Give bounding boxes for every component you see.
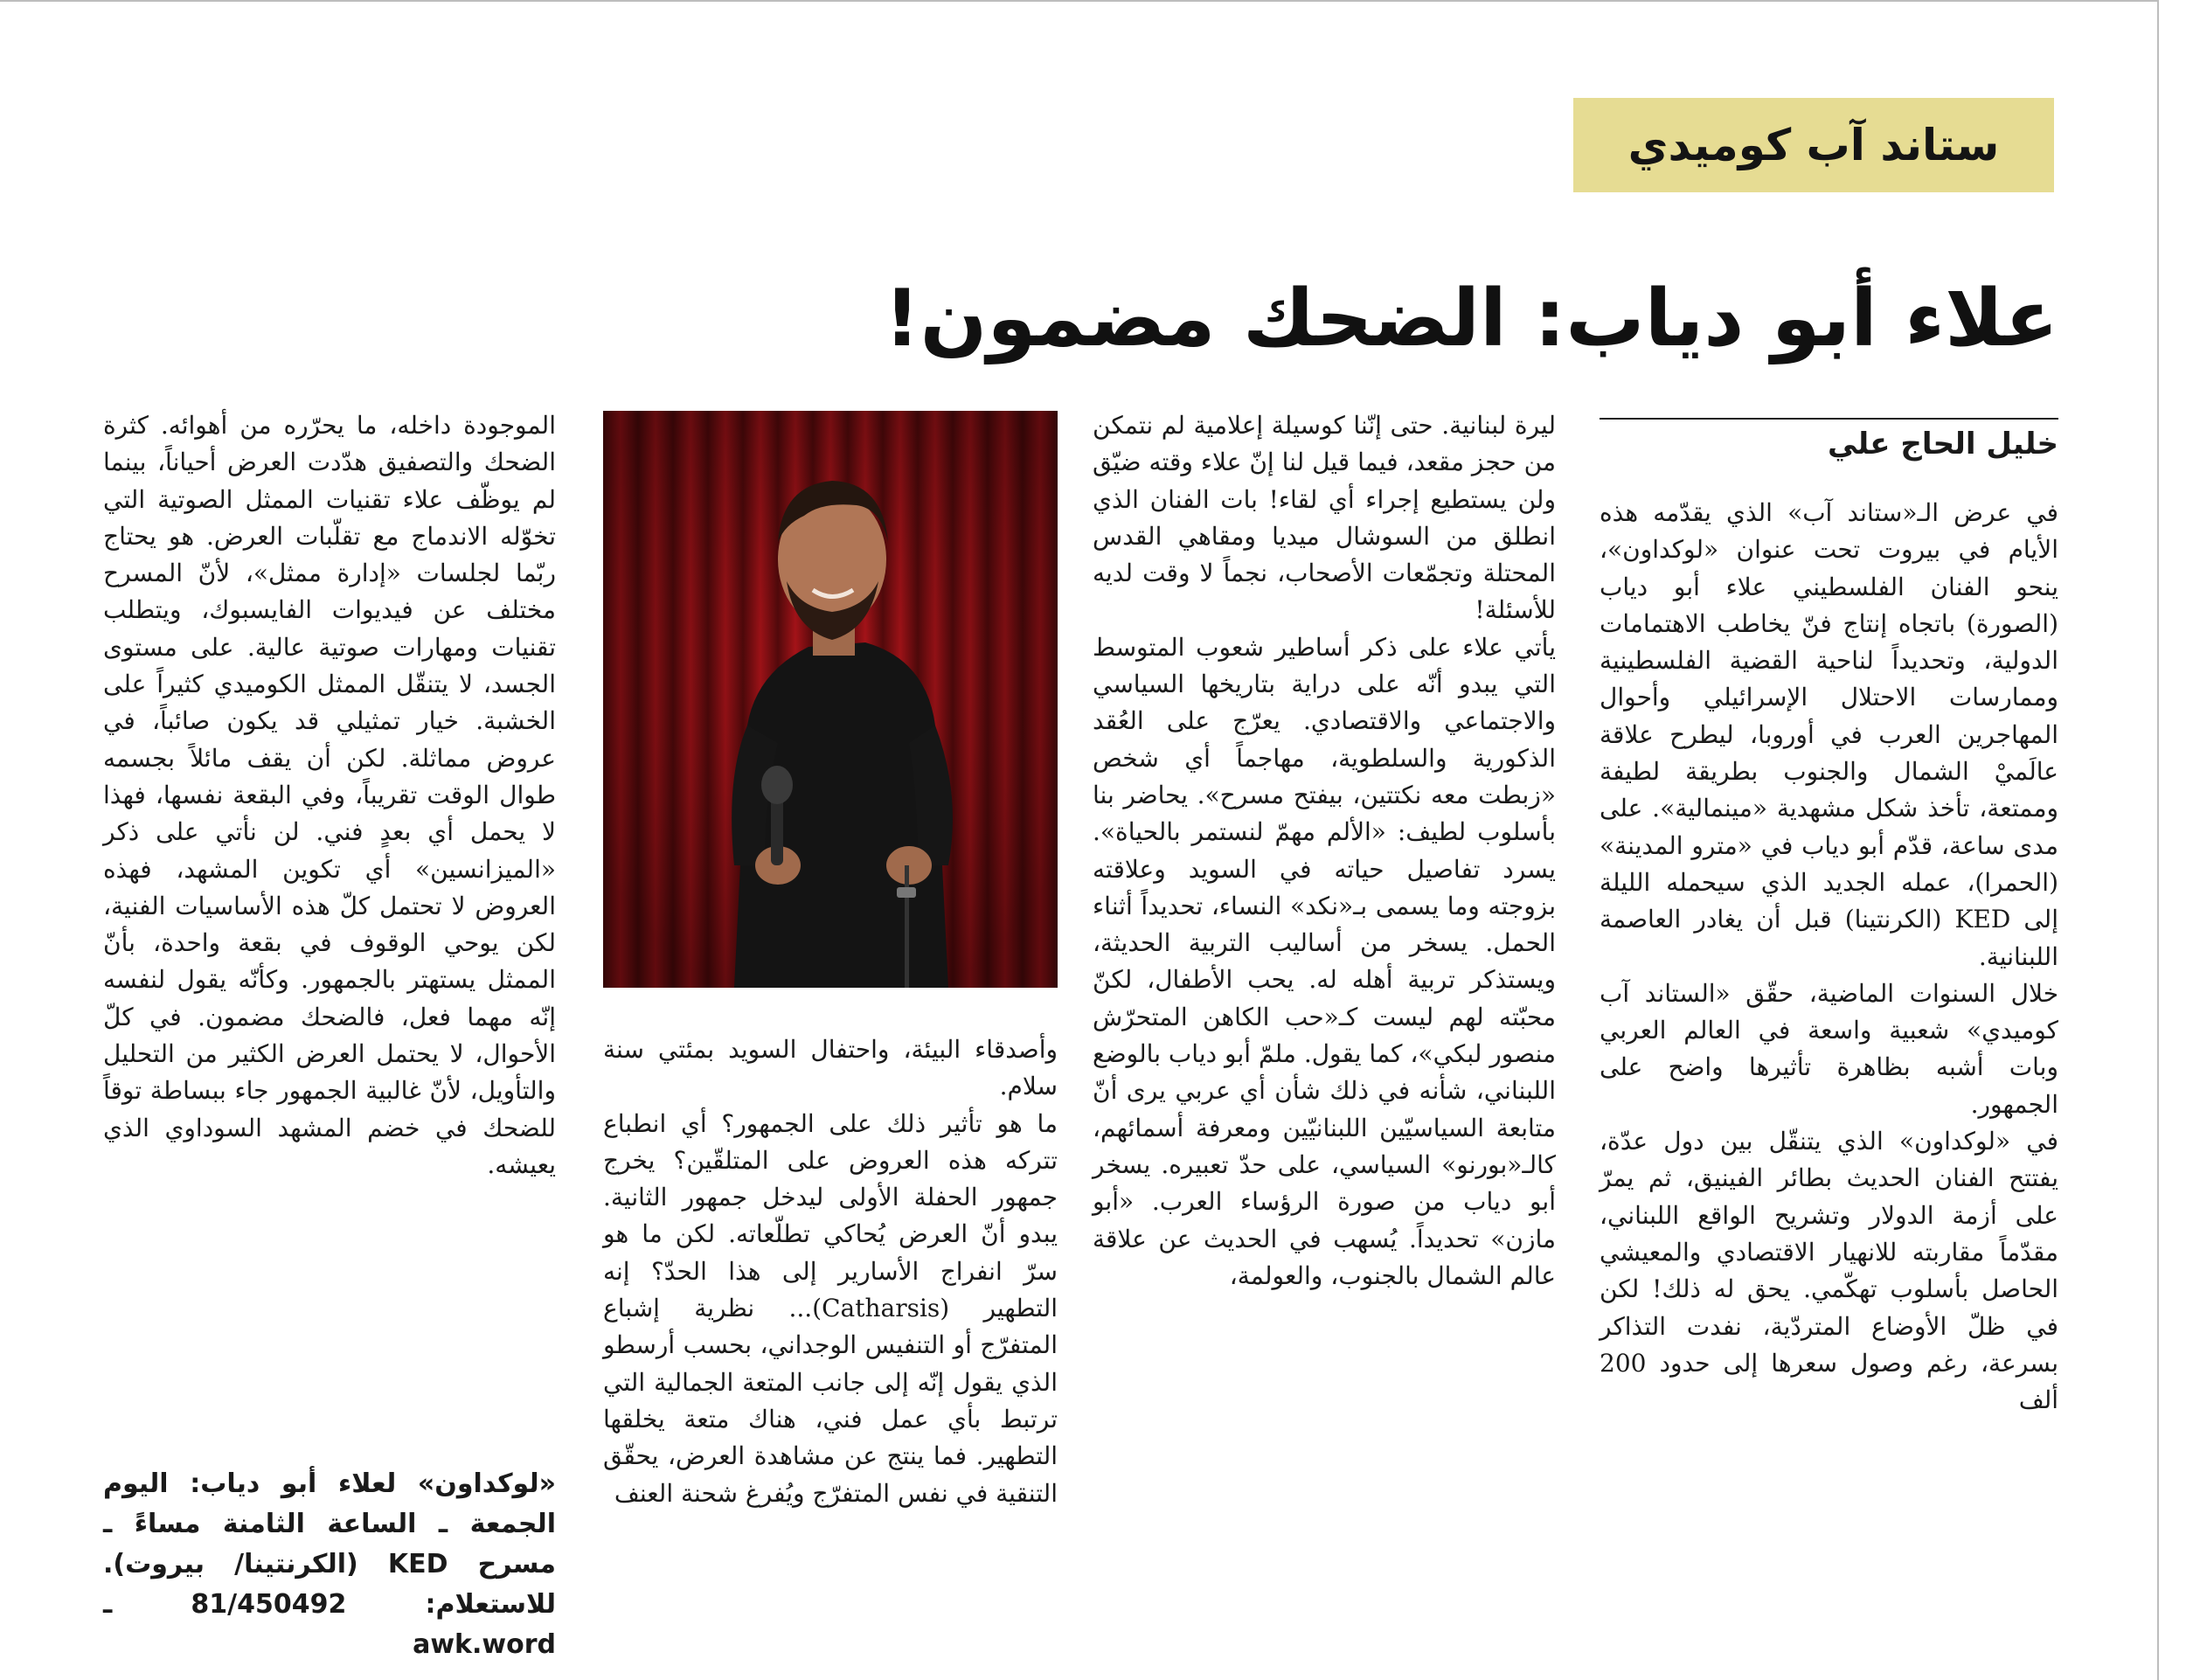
article-column-3 <box>603 1031 1058 1635</box>
section-label-text: ستاند آب كوميدي <box>1627 120 2000 170</box>
performer-photo <box>603 411 1058 988</box>
event-info: «لوكداون» لعلاء أبو دياب: اليوم الجمعة ـ الساعة الثامنة مساءً ـ مسرح KED (الكرنتينا/ بيروت). للاستعلام: 81/450492 ـ awk.word <box>103 1468 556 1660</box>
article-column-2 <box>1093 407 1556 1631</box>
paragraph: وأصدقاء البيئة، واحتفال السويد بمئتي سنة سلام. <box>603 1035 1058 1101</box>
page-border-right <box>2157 0 2159 1680</box>
article-column-4 <box>103 407 556 1439</box>
paragraph: في «لوكداون» الذي يتنقّل بين دول عدّة، يفتتح الفنان الحديث بطائر الفينيق، ثم يمرّ على أزمة الدولار وتشريح الواقع اللبناني، مقدّماً مقاربته للانهيار الاقتصادي والمعيشي الحاصل بأسلوب تهكّمي. يحق له ذلك! لكن في ظلّ الأوضاع المتردّية، نفدت التذاكر بسرعة، رغم وصول سعرها إلى حدود 200 ألف <box>1600 1127 2058 1415</box>
paragraph: ما هو تأثير ذلك على الجمهور؟ أي انطباع تتركه هذه العروض على المتلقّين؟ يخرج جمهور الحفلة الأولى ليدخل جمهور الثانية. يبدو أنّ العرض يُحاكي تطلّعاته. لكن ما هو سرّ انفراج الأسارير إلى هذا الحدّ؟ إنه التطهير (Catharsis)... نظرية إشباع المتفرّج أو التنفيس الوجداني، بحسب أرسطو الذي يقول إنّه إلى جانب المتعة الجمالية التي ترتبط بأي عمل فني، هناك متعة يخلقها التطهير. فما ينتج عن مشاهدة العرض، يحقّق التنقية في نفس المتفرّج ويُفرغ شحنة العنف <box>603 1108 1058 1508</box>
byline: خليل الحاج علي <box>1828 427 2058 462</box>
section-label <box>1573 98 2054 192</box>
article-column-1 <box>1600 495 2058 1631</box>
byline-rule <box>1600 418 2058 420</box>
paragraph: الموجودة داخله، ما يحرّره من أهوائه. كثرة الضحك والتصفيق هدّدت العرض أحياناً، بينما لم يوظّف علاء تقنيات الممثل الصوتية التي تخوّله الاندماج مع تقلّبات العرض. هو يحتاج ربّما لجلسات «إدارة ممثل»، لأنّ المسرح مختلف عن فيديوات الفايسبوك، ويتطلب تقنيات ومهارات صوتية عالية. على مستوى الجسد، لا يتنقّل الممثل الكوميدي كثيراً على الخشبة. خيار تمثيلي قد يكون صائباً، في عروض مماثلة. لكن أن يقف مائلاً بجسمه طوال الوقت تقريباً، وفي البقعة نفسها، فهذا لا يحمل أي بعدٍ فني. لن نأتي على ذكر «الميزانسين» أي تكوين المشهد، فهذه العروض لا تحتمل كلّ هذه الأساسيات الفنية، لكن يوحي الوقوف في بقعة واحدة، بأنّ الممثل يستهتر بالجمهور. وكأنّه يقول لنفسه إنّه مهما فعل، فالضحك مضمون. في كلّ الأحوال، لا يحتمل العرض الكثير من التحليل والتأويل، لأنّ غالبية الجمهور جاء ببساطة توقاً للضحك في خضم المشهد السوداوي الذي يعيشه. <box>103 411 556 1179</box>
page-border-top <box>0 0 2159 2</box>
paragraph: خلال السنوات الماضية، حقّق «الستاند آب كوميدي» شعبية واسعة في العالم العربي وبات أشبه بظاهرة تأثيرها واضح على الجمهور. <box>1600 978 2058 1119</box>
paragraph: ليرة لبنانية. حتى إنّنا كوسيلة إعلامية لم نتمكن من حجز مقعد، فيما قيل لنا إنّ علاء وقته ضيّق ولن يستطيع إجراء أي لقاء! بات الفنان الذي انطلق من السوشال ميديا ومقاهي القدس المحتلة وتجمّعات الأصحاب، نجماً لا وقت لديه للأسئلة! <box>1093 411 1556 625</box>
paragraph: في عرض الـ«ستاند آب» الذي يقدّمه هذه الأيام في بيروت تحت عنوان «لوكداون»، ينحو الفنان الفلسطيني علاء أبو دياب (الصورة) باتجاه إنتاج فنّ يخاطب الاهتمامات الدولية، وتحديداً لناحية القضية الفلسطينية وممارسات الاحتلال الإسرائيلي وأحوال المهاجرين العرب في أوروبا، ليطرح علاقة عالَميْ الشمال والجنوب بطريقة لطيفة وممتعة، تأخذ شكل مشهدية «مينمالية». على مدى ساعة، قدّم أبو دياب في «مترو المدينة» (الحمرا)، عمله الجديد الذي سيحمله الليلة إلى KED (الكرنتينا) قبل أن يغادر العاصمة اللبنانية. <box>1600 498 2058 971</box>
headline: علاء أبو دياب: الضحك مضمون! <box>884 273 2058 364</box>
paragraph: يأتي علاء على ذكر أساطير شعوب المتوسط التي يبدو أنّه على دراية بتاريخها السياسي والاجتماعي والاقتصادي. يعرّج على العُقد الذكورية والسلطوية، مهاجماً أي شخص «زبطت معه نكتتين، بيفتح مسرح». يحاضر بنا بأسلوب لطيف: «الألم مهمّ لنستمر بالحياة». يسرد تفاصيل حياته في السويد وعلاقته بزوجته وما يسمى بـ«نكد» النساء، تحديداً أثناء الحمل. يسخر من أساليب التربية الحديثة، ويستذكر تربية أهله له. يحب الأطفال، لكنّ محبّته لهم ليست كـ«حب الكاهن المتحرّش منصور لبكي»، كما يقول. ملمّ أبو دياب بالوضع اللبناني، شأنه في ذلك شأن أي عربي يرى أنّ متابعة السياسيّين اللبنانيّين ومعرفة أسمائهم، كالـ«بورنو» السياسي، على حدّ تعبيره. يسخر أبو دياب من صورة الرؤساء العرب. «أبو مازن» تحديداً. يُسهب في الحديث عن علاقة عالم الشمال بالجنوب، والعولمة، <box>1093 632 1556 1290</box>
